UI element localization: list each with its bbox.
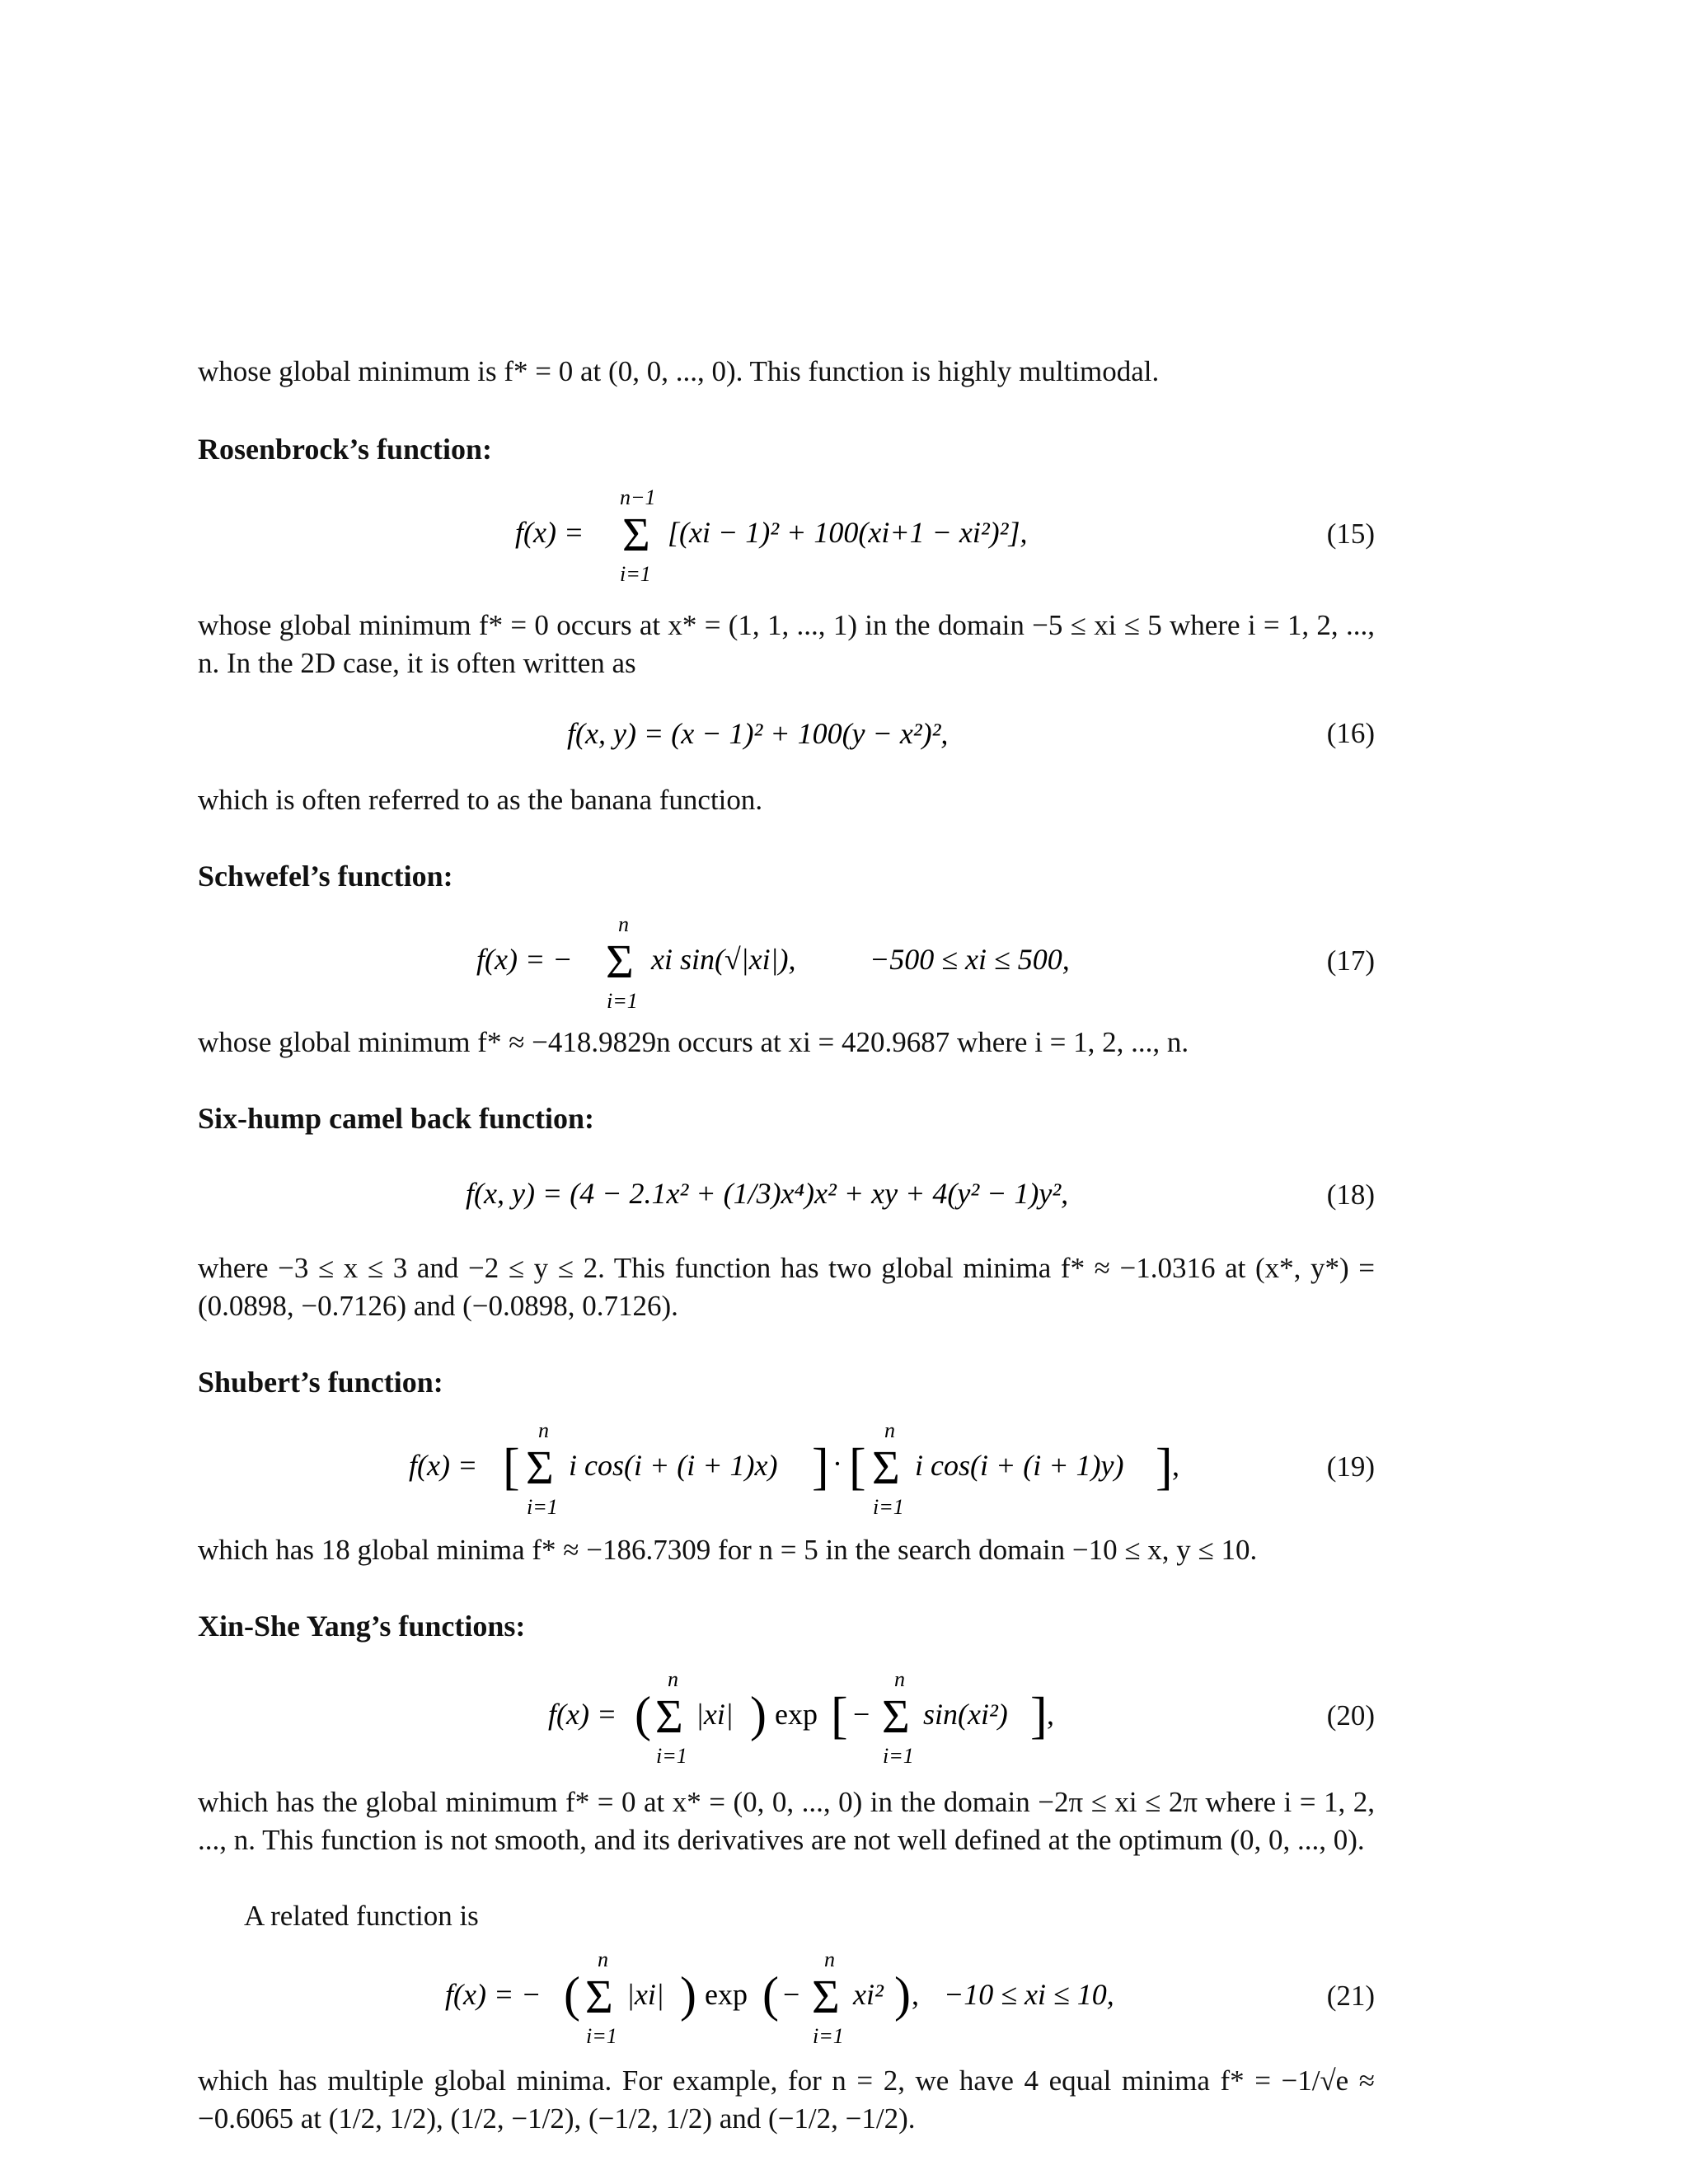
paren-close: ) — [750, 1687, 767, 1741]
paragraph-text: whose global minimum f* ≈ −418.9829n occurs at xi = 420.9687 where i = 1, 2, ..., n. — [198, 1026, 1189, 1058]
paren-open: ( — [635, 1687, 651, 1741]
eq-lhs: f(x) = — [548, 1698, 617, 1731]
comma: , — [1047, 1698, 1054, 1731]
section-heading-rosenbrock — [198, 432, 1375, 466]
eq-lhs: f(x) = — [409, 1449, 478, 1482]
sum-upper-limit: n — [538, 1418, 549, 1442]
equation-18 — [198, 1154, 1375, 1236]
eq-factor-1: |xi| — [626, 1978, 664, 2011]
comma: , — [1172, 1449, 1179, 1482]
paren-open: ( — [564, 1967, 580, 2022]
exp-label: exp — [775, 1698, 818, 1731]
equation-17 — [198, 913, 1375, 1012]
heading-text: Xin-She Yang’s functions: — [198, 1610, 526, 1643]
paragraph-text: which has multiple global minima. For example, for n = 2, we have 4 equal minima f* = −1/√e ≈ −0.6065 at (1/2, 1/2), (1/2, −1/2), (−1/2, 1/2) and (−1/2, −1/2). — [198, 2064, 1375, 2135]
sum-lower-limit: i=1 — [656, 1744, 687, 1768]
paragraph-text: where −3 ≤ x ≤ 3 and −2 ≤ y ≤ 2. This function has two global minima f* ≈ −1.0316 at (x*, y*) = (0.0898, −0.7126) and (−0.0898, 0.7126). — [198, 1252, 1375, 1322]
sum-sign: Σ — [872, 1441, 900, 1494]
equation-number: (17) — [1326, 944, 1375, 977]
section-heading-shubert — [198, 1365, 1375, 1399]
equation-21-math — [198, 1948, 1187, 2047]
equation-20-math — [198, 1668, 1187, 1767]
sum-sign: Σ — [606, 935, 634, 988]
paren-open: ( — [762, 1967, 779, 2022]
sum-lower-limit: i=1 — [620, 562, 651, 586]
paren-close: ) — [680, 1967, 696, 2022]
eq-domain: −500 ≤ xi ≤ 500, — [870, 943, 1070, 976]
paragraph-text: A related function is — [244, 1900, 479, 1932]
heading-text: Schwefel’s function: — [198, 860, 453, 893]
paragraph-text: which has the global minimum f* = 0 at x* = (0, 0, ..., 0) in the domain −2π ≤ xi ≤ 2π where i = 1, 2, ..., n. This function is not smooth, and its derivatives are not well defined at the optimum (0, 0, ..., 0). — [198, 1786, 1375, 1856]
eq-factor-2: xi² — [853, 1978, 884, 2011]
equation-number: (21) — [1326, 1980, 1375, 2012]
paren-close: ) — [894, 1967, 911, 2022]
eq-lhs: f(x) = — [515, 516, 584, 549]
sum-sign: Σ — [585, 1970, 613, 2023]
eq-factor-2: sin(xi²) — [923, 1698, 1008, 1731]
eq-text: f(x, y) = (x − 1)² + 100(y − x²)², — [567, 717, 949, 750]
sum-upper-limit: n — [894, 1667, 905, 1691]
sum-upper-limit: n — [884, 1418, 895, 1442]
paragraph-banana — [198, 781, 1375, 819]
equation-17-math — [198, 913, 1187, 1012]
heading-text: Shubert’s function: — [198, 1366, 443, 1399]
sum-upper-limit: n — [618, 912, 629, 936]
sum-upper-limit: n — [824, 1947, 835, 1971]
heading-text: Rosenbrock’s function: — [198, 433, 493, 466]
dot-operator: · — [832, 1447, 842, 1480]
paragraph-related-minima — [198, 2062, 1375, 2138]
section-heading-camel — [198, 1101, 1375, 1136]
paragraph-rosenbrock-minimum — [198, 607, 1375, 682]
equation-16 — [198, 709, 1375, 758]
section-heading-schwefel — [198, 859, 1375, 893]
sum-upper-limit: n — [668, 1667, 678, 1691]
eq-body: xi sin(√|xi|), — [651, 943, 796, 976]
equation-15-math — [198, 486, 1187, 585]
equation-16-math — [198, 709, 1187, 758]
sum-upper-limit: n−1 — [620, 485, 656, 509]
sum-sign: Σ — [882, 1690, 910, 1743]
eq-factor-2: i cos(i + (i + 1)y) — [915, 1449, 1124, 1482]
sum-lower-limit: i=1 — [883, 1744, 914, 1768]
minus-sign: − — [853, 1698, 870, 1731]
paragraph-yang-minimum — [198, 1783, 1375, 1859]
section-heading-yang — [198, 1609, 1375, 1643]
sum-upper-limit: n — [598, 1947, 608, 1971]
equation-15 — [198, 486, 1375, 585]
bracket-close: ] — [1156, 1439, 1173, 1495]
eq-lhs: f(x) = − — [445, 1978, 542, 2011]
eq-domain: −10 ≤ xi ≤ 10, — [944, 1978, 1114, 2011]
equation-number: (20) — [1326, 1699, 1375, 1732]
bracket-close: ] — [812, 1439, 829, 1495]
bracket-open: [ — [849, 1439, 866, 1495]
eq-text: f(x, y) = (4 − 2.1x² + (1/3)x⁴)x² + xy + 4(y² − 1)y², — [466, 1177, 1069, 1210]
bracket-open: [ — [503, 1439, 520, 1495]
equation-number: (15) — [1326, 518, 1375, 550]
sum-lower-limit: i=1 — [607, 989, 638, 1013]
paragraph-related — [198, 1897, 1375, 1935]
exp-label: exp — [705, 1978, 748, 2011]
paragraph-text: whose global minimum f* = 0 occurs at x* = (1, 1, ..., 1) in the domain −5 ≤ xi ≤ 5 where i = 1, 2, ..., n. In the 2D case, it is often written as — [198, 609, 1375, 679]
minus-sign: − — [783, 1978, 800, 2011]
sum-sign: Σ — [812, 1970, 840, 2023]
eq-factor-1: i cos(i + (i + 1)x) — [569, 1449, 778, 1482]
eq-body: [(xi − 1)² + 100(xi+1 − xi²)²], — [668, 516, 1028, 549]
paragraph-text: which is often referred to as the banana function. — [198, 784, 763, 816]
sum-lower-limit: i=1 — [527, 1495, 558, 1519]
paragraph-text: whose global minimum is f* = 0 at (0, 0, ..., 0). This function is highly multimodal. — [198, 355, 1160, 387]
sum-lower-limit: i=1 — [873, 1495, 904, 1519]
bracket-close: ] — [1030, 1688, 1048, 1744]
equation-19-math — [198, 1419, 1187, 1518]
sum-sign: Σ — [622, 508, 650, 561]
sum-lower-limit: i=1 — [813, 2024, 844, 2048]
eq-factor-1: |xi| — [696, 1698, 734, 1731]
equation-number: (18) — [1326, 1179, 1375, 1211]
paragraph-intro — [198, 353, 1375, 391]
sum-lower-limit: i=1 — [586, 2024, 617, 2048]
paragraph-camel-minima — [198, 1249, 1375, 1325]
paragraph-shubert-minima — [198, 1531, 1375, 1569]
sum-sign: Σ — [526, 1441, 554, 1494]
paragraph-schwefel-minimum — [198, 1024, 1375, 1062]
eq-lhs: f(x) = − — [476, 943, 573, 976]
equation-19 — [198, 1419, 1375, 1518]
equation-number: (19) — [1326, 1451, 1375, 1483]
paragraph-text: which has 18 global minima f* ≈ −186.7309 for n = 5 in the search domain −10 ≤ x, y ≤ 10. — [198, 1534, 1258, 1566]
equation-21 — [198, 1948, 1375, 2047]
equation-18-math — [198, 1154, 1187, 1236]
equation-20 — [198, 1668, 1375, 1767]
sum-sign: Σ — [655, 1690, 683, 1743]
heading-text: Six-hump camel back function: — [198, 1102, 595, 1135]
bracket-open: [ — [831, 1688, 848, 1744]
comma: , — [912, 1978, 919, 2011]
equation-number: (16) — [1326, 717, 1375, 749]
